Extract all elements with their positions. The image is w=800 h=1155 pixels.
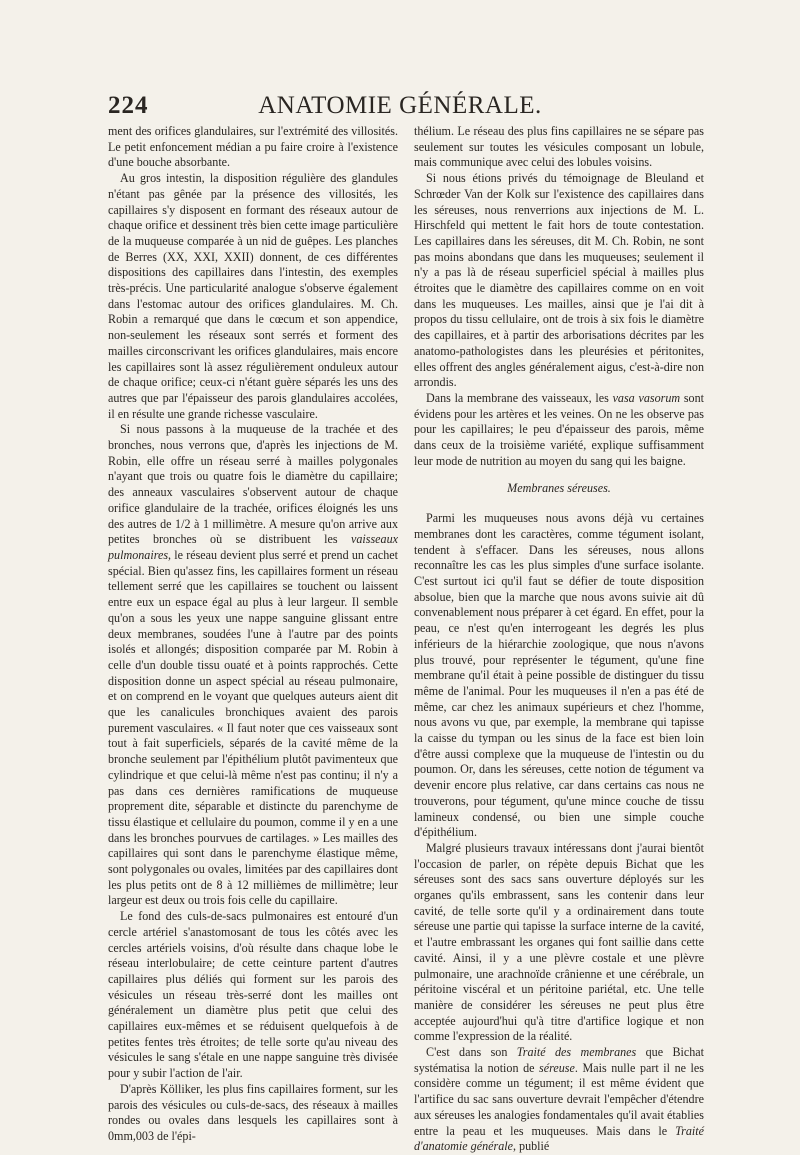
paragraph [414,1045,704,1155]
paragraph: Malgré plusieurs travaux intéressans dont j'aurai bientôt l'occasion de parler, on répète depuis Bichat que les séreuses sont des sacs sans ouverture déployés sur les organes qu'ils embrassent, sans les contenir dans leur cavité, de telle sorte qu'il y a ordinairement dans toute séreuse une partie qui tapisse la surface interne de la cavité, et l'autre embrassant les organes qui font saillie dans cette cavité. Ainsi, il y a une plèvre costale et une plèvre pulmonaire, une arachnoïde crânienne et une cérébrale, un péritoine viscéral et un péritoine pariétal, etc. Une telle manière de considérer les séreuses ne peut plus être acceptée aujourd'hui qu'à titre d'artifice logique et non comme l'expression de la réalité. [414,840,704,1044]
page-number: 224 [108,92,149,119]
paragraph: Si nous étions privés du témoignage de Bleuland et Schrœder Van der Kolk sur l'existence des capillaires dans les séreuses, nous renverrions aux injections de M. L. Hirschfeld qui mettent le fait hors de toute contestation. Les capillaires dans les séreuses, dit M. Ch. Robin, ne sont pas moins abondans que dans les muqueuses; seulement il n'y a pas là de réseau superficiel spécial à mailles plus étroites que le diamètre des capillaires comme on en voit dans les muqueuses. Les mailles, ainsi que je l'ai dit à propos du tissu cellulaire, ont de trois à six fois le diamètre des capillaires, et à partir des arborisations décrites par les anatomo-pathologistes dans les pleurésies et péritonites, elles offrent des angles généralement aigus, c'est-à-dire non arrondis. [414,171,704,390]
italic-term: Traité d'anatomie générale [414,1123,704,1154]
paragraph: Le fond des culs-de-sacs pulmonaires est entouré d'un cercle artériel s'anastomosant de tous les côtés avec les cercles artériels voisins, d'où résulte dans chaque lobe le réseau interlobulaire; de cette ceinture partent d'autres capillaires plus déliés qui forment sur les parois des vésicules un réseau très-serré dont les mailles ont généralement un diamètre plus petit que celui des capillaires eux-mêmes et se réduisent quelquefois à de petites fentes très étroites; de telle sorte qu'au niveau des vésicules le sang s'étale en une nappe sanguine très divisée pour y subir l'action de l'air. [108,909,398,1081]
paragraph: ment des orifices glandulaires, sur l'extrémité des villosités. Le petit enfoncement médian a pu faire croire à l'existence d'une bouche absorbante. [108,124,398,170]
text-run: Dans la membrane des vaisseaux, les [426,390,613,405]
section-heading: Membranes séreuses. [507,481,611,496]
paragraph: thélium. Le réseau des plus fins capillaires ne se sépare pas seulement sur toutes les vésicules composant un lobule, mais communique avec celui des lobules voisins. [414,124,704,170]
text-run: , publié [512,1139,550,1154]
text-run: . Mais nulle part il ne les considère comme un tégument; il est même évident que l'artifice du sac sans ouverture devrait l'empêcher d'étendre aux séreuses les analogies fondamentales qu'il avait établies entre la peau et les muqueuses. Mais dans le [414,1060,704,1138]
italic-term: vaisseaux pulmonaires [108,532,398,562]
running-title: ANATOMIE GÉNÉRALE. [258,92,542,119]
text-run: que Bichat systématisa la notion de [414,1045,705,1075]
italic-term: séreuse [539,1060,575,1075]
page-header [108,92,692,126]
paragraph [108,422,398,909]
text-run: C'est dans son [426,1045,517,1060]
text-run: sont évidens pour les artères et les veines. On ne les observe pas pour les capillaires; le peu d'épaisseur des parois, même dans ceux de la troisième variété, explique suffisamment leur mode de nutrition au moyen du sang qui les baigne. [414,390,704,468]
left-column [108,124,398,1155]
paragraph: Au gros intestin, la disposition régulière des glandules n'étant pas gênée par la présence des villosités, les capillaires s'y disposent en formant des réseaux autour de chaque orifice et dessinent très bien cette image particulière de la muqueuse comparée à un nid de guêpes. Les planches de Berres (XX, XXI, XXII) donnent, de ces différentes dispositions des capillaires dans l'intestin, des exemples très-précis. Une particularité analogue s'observe également dans l'estomac autour des orifices glandulaires. M. Ch. Robin a remarqué que dans le cœcum et son appendice, non-seulement les réseaux sont serrés et forment des mailles circonscrivant les orifices glandulaires, mais encore les capillaires sont là assez régulièrement onduleux autour de chaque orifice; ceux-ci n'étant guère séparés les uns des autres que par l'épaisseur des parois glandulaires accolées, il en résulte une grande richesse vasculaire. [108,171,398,421]
paragraph: D'après Kölliker, les plus fins capillaires forment, sur les parois des vésicules ou culs-de-sacs, des réseaux à mailles rondes ou ovales dans lesquels les capillaires sont à 0mm,003 de l'épi- [108,1081,398,1143]
italic-term: vasa vasorum [612,390,681,405]
paragraph [414,391,704,470]
italic-term: Traité des membranes [516,1045,637,1060]
text-columns [108,124,704,1155]
paragraph: Parmi les muqueuses nous avons déjà vu certaines membranes dont les caractères, comme tégument isolant, tendent à s'effacer. Dans les séreuses, nous allons reconnaître les cas les plus simples d'une surface isolante. C'est surtout ici qu'il faut se défier de toute disposition absolue, bien que la marche que nous avons suivie ait dû convenablement nous préparer à cet égard. En effet, pour la peau, ce n'est qu'en interrogeant les degrés les plus inférieurs de la hiérarchie zoologique, que nous n'avons plus trouvé, pour représenter le tégument, qu'une fine membrane qu'il était à peine possible de distinguer du tissu même de l'animal. Pour les muqueuses il n'en a pas été de même, car chez les animaux supérieurs et chez l'homme, nous avons vu que, par exemple, la membrane qui tapisse la caisse du tympan ou les sinus de la face est bien loin d'être aussi complexe que la muqueuse de l'intestin ou du poumon. Or, dans les séreuses, cette notion de tégument va devenir encore plus relative, car dans certains cas nous ne trouverons, pour tégument, qu'une mince couche de tissu lamineux condensé, ou bien une simple couche d'épithélium. [414,511,704,840]
text-run: , le réseau devient plus serré et prend un cachet spécial. Bien qu'assez fins, les capillaires forment un réseau tellement serré que les capillaires se touchent ou laissent entre eux un espace égal au plus à leur largeur. Il semble qu'on a sous les yeux une nappe sanguine glissant entre deux membranes, soudées l'une à l'autre par des points isolés et allongés; disposition comparée par M. Robin à celle d'un double tissu ouaté et à points rapprochés. Cette disposition donne un aspect spécial au réseau pulmonaire, et on comprend en le voyant que quelques auteurs aient dit que les canalicules bronchiques avaient des parois purement vasculaires. « Il faut noter que ces vaisseaux sont tout à fait superficiels, séparés de la cavité même de la bronche seulement par l'épithélium plutôt pavimenteux que cylindrique et que celui-là même n'est pas continu; il n'y a pas dans ces dernières ramifications de muqueuse proprement dite, séparable et distincte du parenchyme de tissu élastique et cellulaire du poumon, comme il y en a une dans les bronches pourvues de cartilages. » Les mailles des capillaires qui sont dans le parenchyme élastique même, sont polygonales ou ovales, limitées par des capillaires dont les plus petits ont de 8 à 12 millièmes de millimètre; leur largeur est deux ou trois fois celle du capillaire. [108,547,398,908]
text-run: Si nous passons à la muqueuse de la trachée et des bronches, nous verrons que, d'après les injections de M. Robin, elle offre un réseau serré à mailles polygonales n'ayant que trois ou quatre fois le diamètre du capillaire; des anneaux vasculaires s'observent autour de chaque orifice glandulaire de la trachée, orifices éloignés les uns des autres de 1/2 à 1 millimètre. A mesure qu'on arrive aux petites bronches où se distribuent les [108,422,398,547]
right-column [414,124,704,1155]
